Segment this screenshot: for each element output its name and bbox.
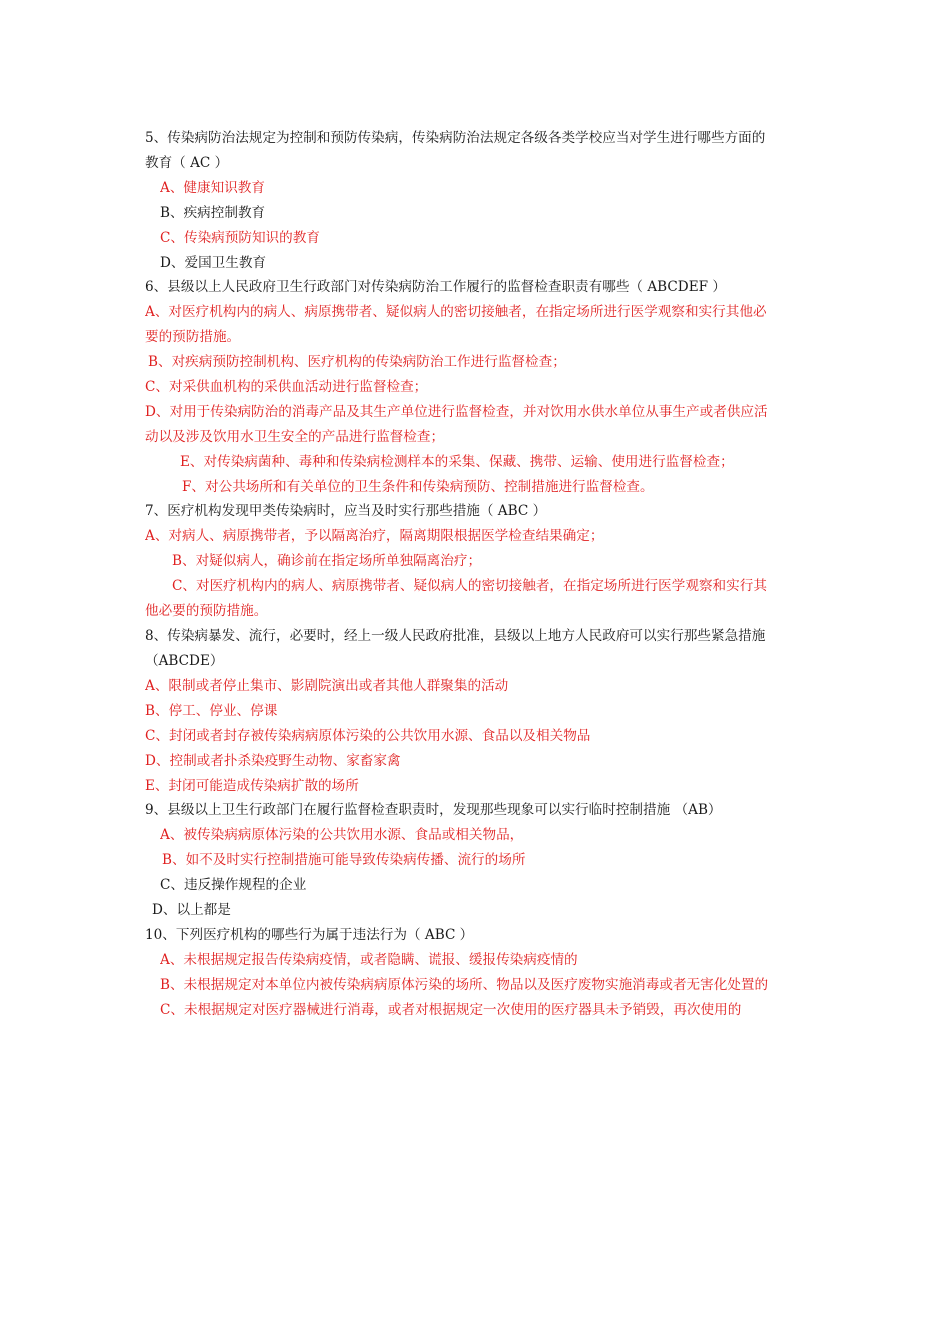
- option-9a: A、被传染病病原体污染的公共饮用水源、食品或相关物品，: [160, 827, 524, 843]
- option-7c-line-1: C、对医疗机构内的病人、病原携带者、疑似病人的密切接触者，在指定场所进行医学观察和实行其: [172, 578, 767, 594]
- option-8c: C、封闭或者封存被传染病病原体污染的公共饮用水源、食品以及相关物品: [145, 728, 591, 744]
- option-7b: B、对疑似病人，确诊前在指定场所单独隔离治疗；: [172, 553, 482, 569]
- option-8a: A、限制或者停止集市、影剧院演出或者其他人群聚集的活动: [145, 678, 509, 694]
- question-5-line-2: 教育（ AC ）: [145, 155, 229, 171]
- option-9d: D、以上都是: [152, 902, 231, 918]
- option-6b: B、对疾病预防控制机构、医疗机构的传染病防治工作进行监督检查；: [148, 354, 566, 370]
- option-6e: E、对传染病菌种、毒种和传染病检测样本的采集、保藏、携带、运输、使用进行监督检查；: [180, 454, 734, 470]
- option-8e: E、封闭可能造成传染病扩散的场所: [145, 778, 359, 794]
- option-8d: D、控制或者扑杀染疫野生动物、家畜家禽: [145, 753, 401, 769]
- option-5d: D、爱国卫生教育: [160, 255, 267, 271]
- option-10b: B、未根据规定对本单位内被传染病病原体污染的场所、物品以及医疗废物实施消毒或者无害化处置的: [160, 977, 769, 993]
- option-6a-line-1: A、对医疗机构内的病人、病原携带者、疑似病人的密切接触者，在指定场所进行医学观察和实行其他必: [145, 304, 767, 320]
- option-5c: C、传染病预防知识的教育: [160, 230, 320, 246]
- option-6a-line-2: 要的预防措施。: [145, 329, 241, 345]
- question-10: 10、下列医疗机构的哪些行为属于违法行为（ ABC ）: [145, 927, 474, 943]
- option-10a: A、未根据规定报告传染病疫情，或者隐瞒、谎报、缓报传染病疫情的: [160, 952, 578, 968]
- option-8b: B、停工、停业、停课: [145, 703, 278, 719]
- question-9: 9、县级以上卫生行政部门在履行监督检查职责时，发现那些现象可以实行临时控制措施 （AB）: [145, 802, 722, 818]
- option-9b: B、如不及时实行控制措施可能导致传染病传播、流行的场所: [162, 852, 526, 868]
- option-9c: C、违反操作规程的企业: [160, 877, 307, 893]
- option-6f: F、对公共场所和有关单位的卫生条件和传染病预防、控制措施进行监督检查。: [182, 479, 654, 495]
- question-8-line-2: （ABCDE）: [145, 653, 224, 669]
- option-5b: B、疾病控制教育: [160, 205, 266, 221]
- option-7c-line-2: 他必要的预防措施。: [145, 603, 268, 619]
- option-6d-line-1: D、对用于传染病防治的消毒产品及其生产单位进行监督检查，并对饮用水供水单位从事生产或者供应活: [145, 404, 768, 420]
- question-7: 7、医疗机构发现甲类传染病时，应当及时实行那些措施（ ABC ）: [145, 503, 547, 519]
- question-5-line-1: 5、传染病防治法规定为控制和预防传染病，传染病防治法规定各级各类学校应当对学生进行哪些方面的: [145, 130, 766, 146]
- option-5a: A、健康知识教育: [160, 180, 265, 196]
- question-8-line-1: 8、传染病暴发、流行，必要时，经上一级人民政府批准，县级以上地方人民政府可以实行那些紧急措施: [145, 628, 766, 644]
- option-6d-line-2: 动以及涉及饮用水卫生安全的产品进行监督检查；: [145, 429, 445, 445]
- question-6: 6、县级以上人民政府卫生行政部门对传染病防治工作履行的监督检查职责有哪些（ ABCDEF ）: [145, 279, 726, 295]
- option-10c: C、未根据规定对医疗器械进行消毒，或者对根据规定一次使用的医疗器具未予销毁，再次使用的: [160, 1002, 742, 1018]
- option-7a: A、对病人、病原携带者，予以隔离治疗，隔离期限根据医学检查结果确定；: [145, 528, 604, 544]
- option-6c: C、对采供血机构的采供血活动进行监督检查；: [145, 379, 428, 395]
